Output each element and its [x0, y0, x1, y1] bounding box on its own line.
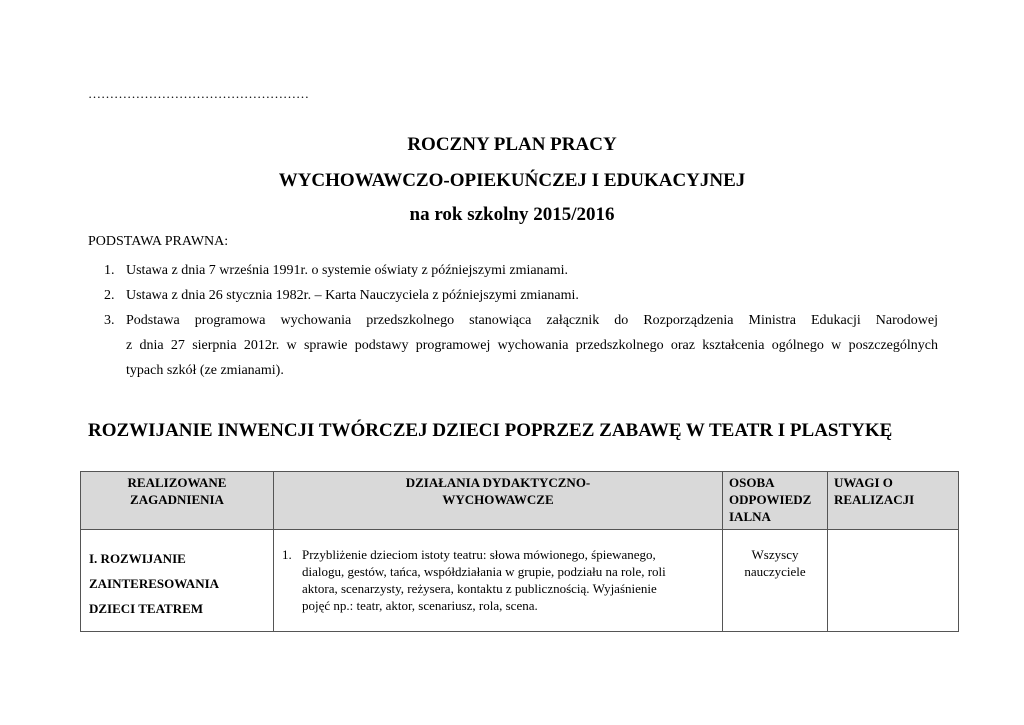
- responsible-cell: Wszyscy nauczyciele: [723, 530, 828, 632]
- legal-basis-label: PODSTAWA PRAWNA:: [88, 234, 229, 249]
- plan-table: [80, 471, 959, 632]
- legal-basis-item: [88, 283, 938, 308]
- topic-cell: I. ROZWIJANIE ZAINTERESOWANIA DZIECI TEATREM: [81, 530, 274, 632]
- legal-item-text: Ustawa z dnia 26 stycznia 1982r. – Karta Nauczyciela z późniejszymi zmianami.: [126, 288, 579, 303]
- header-activities: DZIAŁANIA DYDAKTYCZNO- WYCHOWAWCZE: [274, 472, 723, 530]
- table-row: [81, 530, 959, 632]
- table-header-row: [81, 472, 959, 530]
- header-remarks: UWAGI O REALIZACJI: [828, 472, 959, 530]
- activity-number: 1.: [282, 547, 292, 562]
- legal-basis-item: [88, 308, 938, 383]
- section-heading: ROZWIJANIE INWENCJI TWÓRCZEJ DZIECI POPRZEZ ZABAWĘ W TEATR I PLASTYKĘ: [88, 420, 893, 441]
- header-responsible: OSOBA ODPOWIEDZ IALNA: [723, 472, 828, 530]
- title-line-3: na rok szkolny 2015/2016: [409, 204, 615, 225]
- activity-cell: [274, 530, 723, 632]
- legal-item-text: typach szkół (ze zmianami).: [126, 363, 284, 378]
- signature-dots: ……………………………………………: [88, 86, 309, 101]
- activity-item: 1. Przybliżenie dzieciom istoty teatru: słowa mówionego, śpiewanego, dialogu, gestów, tańca, współdziałania w grupie, podziału na role, roli aktora, scenarzysty, reżysera, kontaktu z publicznością. Wyjaśnienie pojęć np.: teatr, aktor, scenariusz, rola, scena.: [282, 547, 666, 613]
- legal-basis-list: [88, 258, 938, 383]
- remarks-cell: [828, 530, 959, 632]
- legal-item-number: 2.: [104, 288, 115, 303]
- legal-item-text: Ustawa z dnia 7 września 1991r. o systemie oświaty z późniejszymi zmianami.: [126, 263, 569, 278]
- legal-basis-item: [88, 258, 938, 283]
- legal-item-number: 3.: [104, 313, 115, 328]
- legal-item-text: Podstawa programowa wychowania przedszkolnego stanowiąca załącznik do Rozporządzenia Ministra Edukacji Narodowej: [126, 313, 938, 328]
- header-topics: REALIZOWANE ZAGADNIENIA: [81, 472, 274, 530]
- title-line-2: WYCHOWAWCZO-OPIEKUŃCZEJ I EDUKACYJNEJ: [278, 170, 746, 191]
- legal-item-number: 1.: [104, 263, 115, 278]
- title-line-1: ROCZNY PLAN PRACY: [407, 134, 617, 155]
- legal-item-text: z dnia 27 sierpnia 2012r. w sprawie podstawy programowej wychowania przedszkolnego oraz kształcenia ogólnego w poszczególnych: [126, 338, 938, 353]
